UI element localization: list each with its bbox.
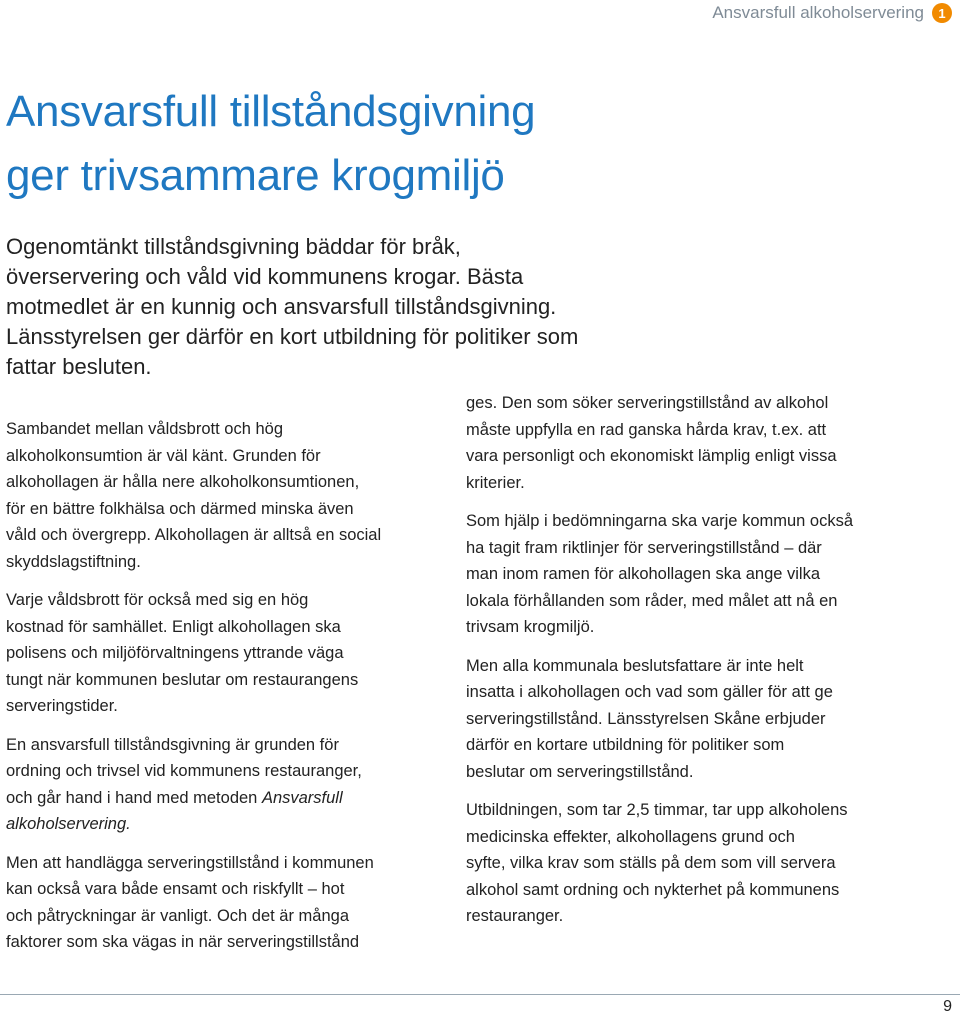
chapter-badge: 1 bbox=[932, 3, 952, 23]
text-line: faktorer som ska vägas in när serveringstillstånd bbox=[6, 933, 360, 951]
text-line: skyddslagstiftning. bbox=[6, 552, 141, 571]
text-line: serveringstider. bbox=[6, 697, 118, 715]
text-line: och påtryckningar är vanligt. Och det är många bbox=[6, 906, 350, 925]
right-paragraph-3 bbox=[466, 653, 936, 786]
title-line-2: ger trivsammare krogmiljö bbox=[6, 151, 505, 200]
lead-line: Ogenomtänkt tillståndsgivning bäddar för bråk, bbox=[6, 234, 461, 259]
text-line: Varje våldsbrott för också med sig en hög bbox=[6, 591, 309, 609]
left-paragraph-3 bbox=[6, 732, 446, 838]
left-column bbox=[6, 416, 446, 968]
text-line: måste uppfylla en rad ganska hårda krav, t.ex. att bbox=[466, 420, 827, 439]
lead-paragraph bbox=[6, 232, 686, 382]
method-name-italic-cont: alkoholservering. bbox=[6, 815, 131, 833]
text-segment: och går hand i hand med metoden bbox=[6, 788, 262, 807]
text-line: tungt när kommunen beslutar om restaurangens bbox=[6, 670, 359, 689]
text-line: beslutar om serveringstillstånd. bbox=[466, 762, 694, 781]
right-paragraph-2 bbox=[466, 508, 936, 641]
left-paragraph-2 bbox=[6, 587, 446, 720]
text-line: därför en kortare utbildning för politiker som bbox=[466, 736, 785, 754]
left-paragraph-1 bbox=[6, 416, 446, 575]
right-paragraph-4 bbox=[466, 797, 936, 930]
page-title bbox=[6, 80, 535, 208]
text-line: restauranger. bbox=[466, 907, 564, 925]
text-line: ordning och trivsel vid kommunens restauranger, bbox=[6, 762, 362, 780]
text-line: lokala förhållanden som råder, med målet att nå en bbox=[466, 591, 838, 610]
right-column bbox=[466, 390, 936, 942]
lead-line: motmedlet är en kunnig och ansvarsfull tillståndsgivning. bbox=[6, 294, 557, 319]
text-line: kostnad för samhället. Enligt alkohollagen ska bbox=[6, 617, 341, 636]
text-line: Men alla kommunala beslutsfattare är inte helt bbox=[466, 656, 804, 675]
footer-divider bbox=[0, 994, 960, 995]
text-line: alkohollagen är hålla nere alkoholkonsumtionen, bbox=[6, 473, 360, 491]
text-line: En ansvarsfull tillståndsgivning är grunden för bbox=[6, 735, 339, 754]
text-line: Utbildningen, som tar 2,5 timmar, tar upp alkoholens bbox=[466, 801, 848, 819]
text-line: syfte, vilka krav som ställs på dem som vill servera bbox=[466, 854, 836, 872]
right-paragraph-1 bbox=[466, 390, 936, 496]
text-line: kan också vara både ensamt och riskfyllt – hot bbox=[6, 880, 345, 898]
text-line: trivsam krogmiljö. bbox=[466, 618, 595, 636]
text-line: serveringstillstånd. Länsstyrelsen Skåne erbjuder bbox=[466, 709, 826, 728]
text-line: medicinska effekter, alkohollagens grund och bbox=[466, 827, 795, 846]
text-line: polisens och miljöförvaltningens yttrande väga bbox=[6, 644, 344, 662]
text-line: insatta i alkohollagen och vad som gäller för att ge bbox=[466, 683, 833, 701]
running-header bbox=[712, 0, 952, 26]
left-paragraph-4 bbox=[6, 850, 446, 956]
lead-line: överservering och våld vid kommunens krogar. Bästa bbox=[6, 264, 524, 289]
text-line: för en bättre folkhälsa och därmed minska även bbox=[6, 499, 354, 518]
text-line bbox=[6, 785, 446, 812]
text-line: ha tagit fram riktlinjer för serveringstillstånd – där bbox=[466, 538, 822, 557]
text-line: alkohol samt ordning och nykterhet på kommunens bbox=[466, 880, 840, 899]
text-line: våld och övergrepp. Alkohollagen är alltså en social bbox=[6, 526, 382, 544]
text-line: Sambandet mellan våldsbrott och hög bbox=[6, 420, 284, 438]
page-number: 9 bbox=[943, 998, 952, 1015]
text-line: alkoholkonsumtion är väl känt. Grunden för bbox=[6, 446, 321, 465]
text-line: Men att handlägga serveringstillstånd i kommunen bbox=[6, 853, 374, 872]
text-line bbox=[6, 811, 446, 838]
title-line-1: Ansvarsfull tillståndsgivning bbox=[6, 87, 536, 136]
running-title: Ansvarsfull alkoholservering bbox=[712, 3, 924, 22]
method-name-italic: Ansvarsfull bbox=[261, 788, 343, 807]
lead-line: Länsstyrelsen ger därför en kort utbildning för politiker som bbox=[6, 324, 579, 349]
lead-line: fattar besluten. bbox=[6, 354, 152, 379]
text-line: man inom ramen för alkohollagen ska ange vilka bbox=[466, 565, 821, 583]
text-line: vara personligt och ekonomiskt lämplig enligt vissa bbox=[466, 447, 837, 465]
text-line: kriterier. bbox=[466, 473, 525, 492]
text-line: Som hjälp i bedömningarna ska varje kommun också bbox=[466, 512, 854, 530]
text-line: ges. Den som söker serveringstillstånd av alkohol bbox=[466, 394, 829, 412]
